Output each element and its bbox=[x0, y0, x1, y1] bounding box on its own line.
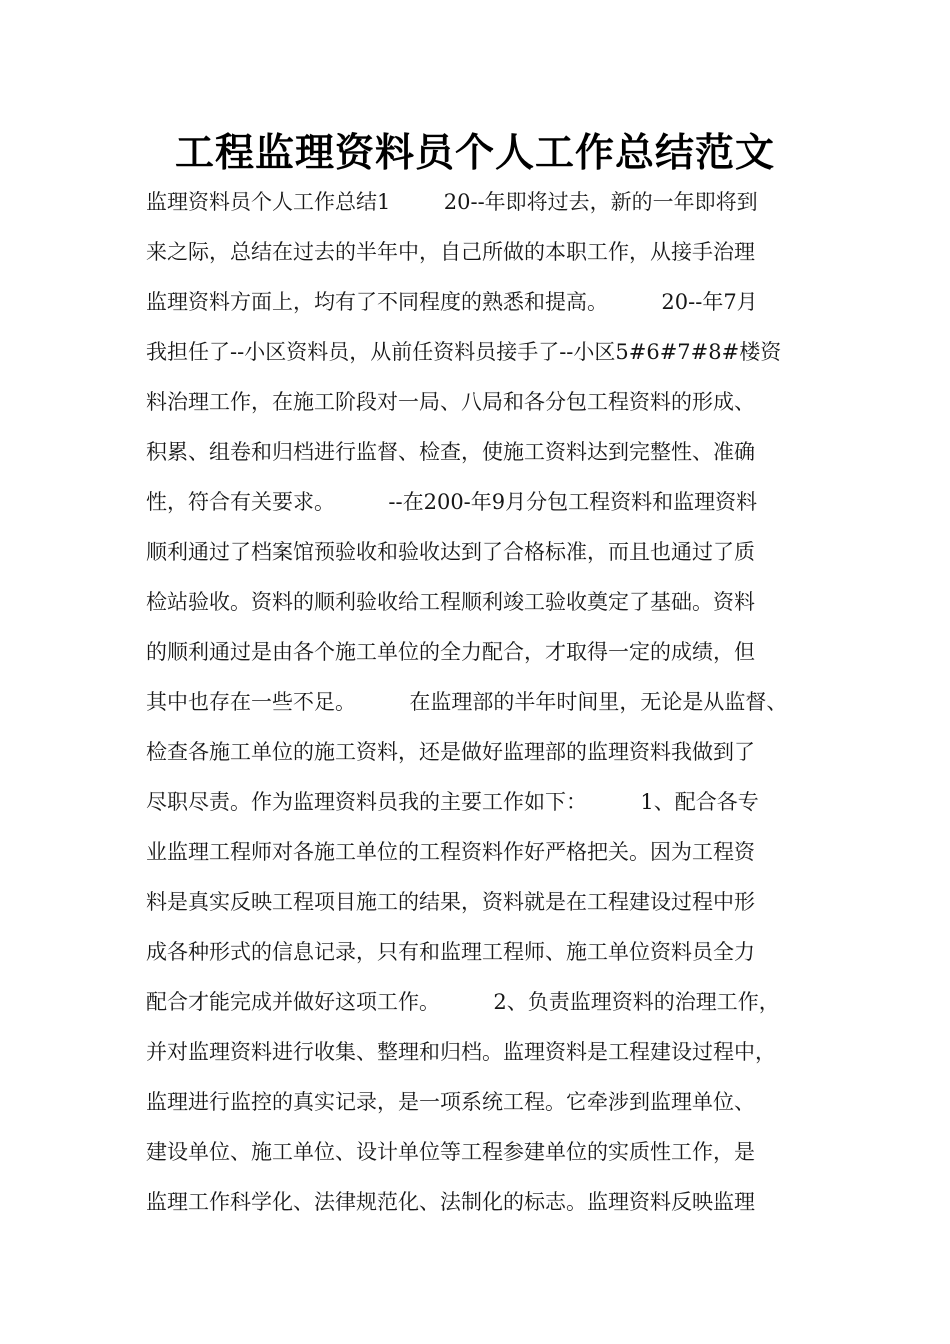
text-line: 的顺利通过是由各个施工单位的全力配合，才取得一定的成绩，但 bbox=[146, 640, 755, 664]
text-line: 料是真实反映工程项目施工的结果，资料就是在工程建设过程中形 bbox=[146, 890, 755, 914]
text-line: 监理资料员个人工作总结1 20--年即将过去，新的一年即将到 bbox=[146, 190, 758, 214]
text-line: 建设单位、施工单位、设计单位等工程参建单位的实质性工作，是 bbox=[146, 1140, 755, 1164]
text-line: 监理工作科学化、法律规范化、法制化的标志。监理资料反映监理 bbox=[146, 1190, 755, 1214]
document-body bbox=[146, 177, 846, 1227]
text-line: 顺利通过了档案馆预验收和验收达到了合格标准，而且也通过了质 bbox=[146, 540, 755, 564]
text-line: 其中也存在一些不足。 在监理部的半年时间里，无论是从监督、 bbox=[146, 690, 788, 714]
text-line: 检查各施工单位的施工资料，还是做好监理部的监理资料我做到了 bbox=[146, 740, 755, 764]
document-title: 工程监理资料员个人工作总结范文 bbox=[174, 131, 775, 176]
text-line: 性，符合有关要求。 --在200-年9月分包工程资料和监理资料 bbox=[146, 490, 758, 514]
text-line: 并对监理资料进行收集、整理和归档。监理资料是工程建设过程中， bbox=[146, 1040, 776, 1064]
text-line: 业监理工程师对各施工单位的工程资料作好严格把关。因为工程资 bbox=[146, 840, 755, 864]
text-line: 监理进行监控的真实记录，是一项系统工程。它牵涉到监理单位、 bbox=[146, 1090, 755, 1114]
text-line: 积累、组卷和归档进行监督、检查，使施工资料达到完整性、准确 bbox=[146, 440, 755, 464]
text-line: 来之际，总结在过去的半年中，自己所做的本职工作，从接手治理 bbox=[146, 240, 755, 264]
text-line: 尽职尽责。作为监理资料员我的主要工作如下： 1、配合各专 bbox=[146, 790, 759, 814]
text-line: 监理资料方面上，均有了不同程度的熟悉和提高。 20--年7月 bbox=[146, 290, 758, 314]
text-line: 我担任了--小区资料员，从前任资料员接手了--小区5#6#7#8#楼资 bbox=[146, 340, 782, 364]
text-line: 检站验收。资料的顺利验收给工程顺利竣工验收奠定了基础。资料 bbox=[146, 590, 755, 614]
text-line: 料治理工作，在施工阶段对一局、八局和各分包工程资料的形成、 bbox=[146, 390, 755, 414]
text-line: 成各种形式的信息记录，只有和监理工程师、施工单位资料员全力 bbox=[146, 940, 755, 964]
text-line: 配合才能完成并做好这项工作。 2、负责监理资料的治理工作， bbox=[146, 990, 780, 1014]
